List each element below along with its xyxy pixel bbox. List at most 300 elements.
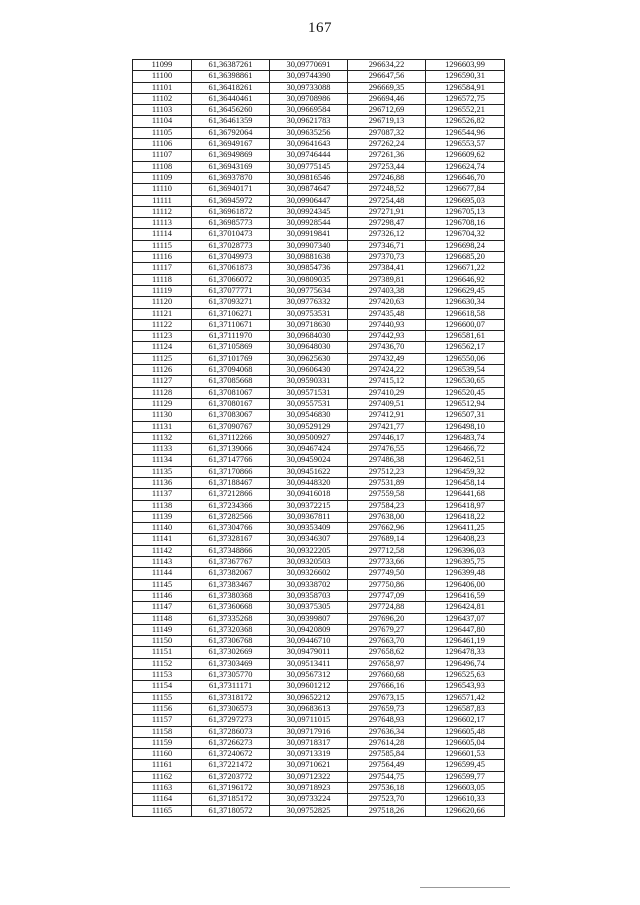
x-coordinate-cell: 297749,50 xyxy=(348,568,426,579)
latitude-cell: 61,36937870 xyxy=(192,172,270,183)
point-number-cell: 11130 xyxy=(133,410,192,421)
latitude-cell: 61,37328167 xyxy=(192,534,270,545)
longitude-cell: 30,09513411 xyxy=(270,658,348,669)
longitude-cell: 30,09459024 xyxy=(270,455,348,466)
y-coordinate-cell: 1296424,81 xyxy=(426,602,505,613)
x-coordinate-cell: 297409,51 xyxy=(348,398,426,409)
latitude-cell: 61,37085668 xyxy=(192,376,270,387)
longitude-cell: 30,09718923 xyxy=(270,783,348,794)
x-coordinate-cell: 297584,23 xyxy=(348,500,426,511)
x-coordinate-cell: 297564,49 xyxy=(348,760,426,771)
longitude-cell: 30,09770691 xyxy=(270,60,348,71)
latitude-cell: 61,36398861 xyxy=(192,71,270,82)
point-number-cell: 11127 xyxy=(133,376,192,387)
longitude-cell: 30,09606430 xyxy=(270,365,348,376)
latitude-cell: 61,37077771 xyxy=(192,285,270,296)
table-row xyxy=(133,737,505,748)
y-coordinate-cell: 1296544,96 xyxy=(426,127,505,138)
y-coordinate-cell: 1296618,58 xyxy=(426,308,505,319)
x-coordinate-cell: 297442,93 xyxy=(348,331,426,342)
point-number-cell: 11140 xyxy=(133,523,192,534)
x-coordinate-cell: 297087,32 xyxy=(348,127,426,138)
table-row xyxy=(133,670,505,681)
latitude-cell: 61,36940171 xyxy=(192,184,270,195)
point-number-cell: 11165 xyxy=(133,805,192,816)
table-row xyxy=(133,477,505,488)
x-coordinate-cell: 297432,49 xyxy=(348,353,426,364)
longitude-cell: 30,09710621 xyxy=(270,760,348,771)
point-number-cell: 11148 xyxy=(133,613,192,624)
y-coordinate-cell: 1296581,61 xyxy=(426,331,505,342)
x-coordinate-cell: 297679,27 xyxy=(348,624,426,635)
point-number-cell: 11116 xyxy=(133,252,192,263)
y-coordinate-cell: 1296396,03 xyxy=(426,545,505,556)
y-coordinate-cell: 1296685,20 xyxy=(426,252,505,263)
table-row xyxy=(133,444,505,455)
point-number-cell: 11128 xyxy=(133,387,192,398)
table-row xyxy=(133,297,505,308)
x-coordinate-cell: 297660,68 xyxy=(348,670,426,681)
y-coordinate-cell: 1296605,48 xyxy=(426,726,505,737)
point-number-cell: 11121 xyxy=(133,308,192,319)
point-number-cell: 11113 xyxy=(133,218,192,229)
latitude-cell: 61,37139066 xyxy=(192,444,270,455)
longitude-cell: 30,09874647 xyxy=(270,184,348,195)
y-coordinate-cell: 1296552,21 xyxy=(426,105,505,116)
latitude-cell: 61,37101769 xyxy=(192,353,270,364)
x-coordinate-cell: 297733,66 xyxy=(348,557,426,568)
longitude-cell: 30,09346307 xyxy=(270,534,348,545)
point-number-cell: 11149 xyxy=(133,624,192,635)
table-row xyxy=(133,342,505,353)
latitude-cell: 61,36461359 xyxy=(192,116,270,127)
point-number-cell: 11120 xyxy=(133,297,192,308)
y-coordinate-cell: 1296599,77 xyxy=(426,771,505,782)
x-coordinate-cell: 297476,55 xyxy=(348,444,426,455)
longitude-cell: 30,09601212 xyxy=(270,681,348,692)
latitude-cell: 61,37061873 xyxy=(192,263,270,274)
x-coordinate-cell: 297248,52 xyxy=(348,184,426,195)
x-coordinate-cell: 297440,93 xyxy=(348,319,426,330)
y-coordinate-cell: 1296530,65 xyxy=(426,376,505,387)
x-coordinate-cell: 297666,16 xyxy=(348,681,426,692)
table-row xyxy=(133,285,505,296)
x-coordinate-cell: 297435,48 xyxy=(348,308,426,319)
y-coordinate-cell: 1296478,33 xyxy=(426,647,505,658)
x-coordinate-cell: 297370,73 xyxy=(348,252,426,263)
point-number-cell: 11118 xyxy=(133,274,192,285)
y-coordinate-cell: 1296704,32 xyxy=(426,229,505,240)
latitude-cell: 61,37106271 xyxy=(192,308,270,319)
table-row xyxy=(133,331,505,342)
table-row xyxy=(133,692,505,703)
latitude-cell: 61,37335268 xyxy=(192,613,270,624)
latitude-cell: 61,37110671 xyxy=(192,319,270,330)
table-row xyxy=(133,647,505,658)
y-coordinate-cell: 1296496,74 xyxy=(426,658,505,669)
table-row xyxy=(133,184,505,195)
point-number-cell: 11135 xyxy=(133,466,192,477)
point-number-cell: 11099 xyxy=(133,60,192,71)
y-coordinate-cell: 1296520,45 xyxy=(426,387,505,398)
table-row xyxy=(133,71,505,82)
point-number-cell: 11129 xyxy=(133,398,192,409)
point-number-cell: 11126 xyxy=(133,365,192,376)
y-coordinate-cell: 1296600,07 xyxy=(426,319,505,330)
latitude-cell: 61,37297273 xyxy=(192,715,270,726)
y-coordinate-cell: 1296441,68 xyxy=(426,489,505,500)
point-number-cell: 11110 xyxy=(133,184,192,195)
x-coordinate-cell: 297536,18 xyxy=(348,783,426,794)
latitude-cell: 61,37304766 xyxy=(192,523,270,534)
table-row xyxy=(133,82,505,93)
longitude-cell: 30,09733088 xyxy=(270,82,348,93)
y-coordinate-cell: 1296418,97 xyxy=(426,500,505,511)
table-row xyxy=(133,760,505,771)
point-number-cell: 11147 xyxy=(133,602,192,613)
table-row xyxy=(133,150,505,161)
table-row xyxy=(133,579,505,590)
x-coordinate-cell: 297712,58 xyxy=(348,545,426,556)
latitude-cell: 61,37380368 xyxy=(192,590,270,601)
table-row xyxy=(133,432,505,443)
x-coordinate-cell: 297298,47 xyxy=(348,218,426,229)
table-row xyxy=(133,127,505,138)
longitude-cell: 30,09420809 xyxy=(270,624,348,635)
y-coordinate-cell: 1296416,59 xyxy=(426,590,505,601)
point-number-cell: 11153 xyxy=(133,670,192,681)
longitude-cell: 30,09322205 xyxy=(270,545,348,556)
latitude-cell: 61,37111970 xyxy=(192,331,270,342)
y-coordinate-cell: 1296539,54 xyxy=(426,365,505,376)
table-row xyxy=(133,319,505,330)
point-number-cell: 11160 xyxy=(133,749,192,760)
x-coordinate-cell: 297486,38 xyxy=(348,455,426,466)
latitude-cell: 61,37306768 xyxy=(192,636,270,647)
longitude-cell: 30,09854736 xyxy=(270,263,348,274)
longitude-cell: 30,09641643 xyxy=(270,139,348,150)
table-row xyxy=(133,624,505,635)
y-coordinate-cell: 1296418,22 xyxy=(426,511,505,522)
y-coordinate-cell: 1296395,75 xyxy=(426,557,505,568)
latitude-cell: 61,36792064 xyxy=(192,127,270,138)
table-row xyxy=(133,511,505,522)
latitude-cell: 61,37105869 xyxy=(192,342,270,353)
x-coordinate-cell: 297658,97 xyxy=(348,658,426,669)
point-number-cell: 11109 xyxy=(133,172,192,183)
x-coordinate-cell: 297659,73 xyxy=(348,703,426,714)
table-row xyxy=(133,489,505,500)
y-coordinate-cell: 1296553,57 xyxy=(426,139,505,150)
table-row xyxy=(133,105,505,116)
longitude-cell: 30,09367811 xyxy=(270,511,348,522)
table-row xyxy=(133,557,505,568)
longitude-cell: 30,09621783 xyxy=(270,116,348,127)
latitude-cell: 61,37286073 xyxy=(192,726,270,737)
table-row xyxy=(133,206,505,217)
longitude-cell: 30,09718630 xyxy=(270,319,348,330)
point-number-cell: 11143 xyxy=(133,557,192,568)
latitude-cell: 61,37049973 xyxy=(192,252,270,263)
point-number-cell: 11144 xyxy=(133,568,192,579)
latitude-cell: 61,37305770 xyxy=(192,670,270,681)
table-row xyxy=(133,534,505,545)
table-row xyxy=(133,93,505,104)
table-row xyxy=(133,602,505,613)
table-row xyxy=(133,263,505,274)
y-coordinate-cell: 1296602,17 xyxy=(426,715,505,726)
longitude-cell: 30,09733224 xyxy=(270,794,348,805)
longitude-cell: 30,09752825 xyxy=(270,805,348,816)
longitude-cell: 30,09717916 xyxy=(270,726,348,737)
x-coordinate-cell: 297559,58 xyxy=(348,489,426,500)
longitude-cell: 30,09529129 xyxy=(270,421,348,432)
point-number-cell: 11163 xyxy=(133,783,192,794)
footer-rule xyxy=(420,887,510,888)
x-coordinate-cell: 296669,35 xyxy=(348,82,426,93)
x-coordinate-cell: 297420,63 xyxy=(348,297,426,308)
longitude-cell: 30,09451622 xyxy=(270,466,348,477)
table-row xyxy=(133,240,505,251)
latitude-cell: 61,36961872 xyxy=(192,206,270,217)
y-coordinate-cell: 1296610,33 xyxy=(426,794,505,805)
x-coordinate-cell: 297261,36 xyxy=(348,150,426,161)
longitude-cell: 30,09881638 xyxy=(270,252,348,263)
y-coordinate-cell: 1296646,92 xyxy=(426,274,505,285)
point-number-cell: 11106 xyxy=(133,139,192,150)
point-number-cell: 11103 xyxy=(133,105,192,116)
latitude-cell: 61,37318172 xyxy=(192,692,270,703)
table-row xyxy=(133,681,505,692)
y-coordinate-cell: 1296571,42 xyxy=(426,692,505,703)
table-row xyxy=(133,218,505,229)
x-coordinate-cell: 296647,56 xyxy=(348,71,426,82)
longitude-cell: 30,09546830 xyxy=(270,410,348,421)
y-coordinate-cell: 1296525,63 xyxy=(426,670,505,681)
y-coordinate-cell: 1296603,99 xyxy=(426,60,505,71)
longitude-cell: 30,09557531 xyxy=(270,398,348,409)
latitude-cell: 61,37306573 xyxy=(192,703,270,714)
latitude-cell: 61,37093271 xyxy=(192,297,270,308)
table-row xyxy=(133,636,505,647)
point-number-cell: 11104 xyxy=(133,116,192,127)
longitude-cell: 30,09479011 xyxy=(270,647,348,658)
latitude-cell: 61,37360668 xyxy=(192,602,270,613)
y-coordinate-cell: 1296447,80 xyxy=(426,624,505,635)
point-number-cell: 11111 xyxy=(133,195,192,206)
table-row xyxy=(133,252,505,263)
longitude-cell: 30,09683613 xyxy=(270,703,348,714)
y-coordinate-cell: 1296605,04 xyxy=(426,737,505,748)
longitude-cell: 30,09746444 xyxy=(270,150,348,161)
y-coordinate-cell: 1296399,48 xyxy=(426,568,505,579)
longitude-cell: 30,09712322 xyxy=(270,771,348,782)
x-coordinate-cell: 297346,71 xyxy=(348,240,426,251)
latitude-cell: 61,37147766 xyxy=(192,455,270,466)
x-coordinate-cell: 296634,22 xyxy=(348,60,426,71)
y-coordinate-cell: 1296695,03 xyxy=(426,195,505,206)
latitude-cell: 61,36418261 xyxy=(192,82,270,93)
latitude-cell: 61,37028773 xyxy=(192,240,270,251)
table-row xyxy=(133,376,505,387)
point-number-cell: 11131 xyxy=(133,421,192,432)
table-row xyxy=(133,229,505,240)
table-row xyxy=(133,703,505,714)
table-row xyxy=(133,545,505,556)
x-coordinate-cell: 297415,12 xyxy=(348,376,426,387)
longitude-cell: 30,09635256 xyxy=(270,127,348,138)
x-coordinate-cell: 296694,46 xyxy=(348,93,426,104)
latitude-cell: 61,36949869 xyxy=(192,150,270,161)
point-number-cell: 11146 xyxy=(133,590,192,601)
longitude-cell: 30,09919841 xyxy=(270,229,348,240)
latitude-cell: 61,36945972 xyxy=(192,195,270,206)
latitude-cell: 61,37203772 xyxy=(192,771,270,782)
longitude-cell: 30,09567312 xyxy=(270,670,348,681)
latitude-cell: 61,37180572 xyxy=(192,805,270,816)
longitude-cell: 30,09399807 xyxy=(270,613,348,624)
point-number-cell: 11156 xyxy=(133,703,192,714)
longitude-cell: 30,09718317 xyxy=(270,737,348,748)
y-coordinate-cell: 1296698,24 xyxy=(426,240,505,251)
longitude-cell: 30,09906447 xyxy=(270,195,348,206)
x-coordinate-cell: 297544,75 xyxy=(348,771,426,782)
table-row xyxy=(133,500,505,511)
x-coordinate-cell: 297254,48 xyxy=(348,195,426,206)
table-row xyxy=(133,274,505,285)
latitude-cell: 61,37282566 xyxy=(192,511,270,522)
point-number-cell: 11124 xyxy=(133,342,192,353)
x-coordinate-cell: 297747,09 xyxy=(348,590,426,601)
y-coordinate-cell: 1296550,06 xyxy=(426,353,505,364)
y-coordinate-cell: 1296458,14 xyxy=(426,477,505,488)
x-coordinate-cell: 296719,13 xyxy=(348,116,426,127)
point-number-cell: 11134 xyxy=(133,455,192,466)
longitude-cell: 30,09320503 xyxy=(270,557,348,568)
table-row xyxy=(133,410,505,421)
longitude-cell: 30,09571531 xyxy=(270,387,348,398)
x-coordinate-cell: 297724,88 xyxy=(348,602,426,613)
longitude-cell: 30,09816546 xyxy=(270,172,348,183)
longitude-cell: 30,09775634 xyxy=(270,285,348,296)
longitude-cell: 30,09669584 xyxy=(270,105,348,116)
point-number-cell: 11141 xyxy=(133,534,192,545)
point-number-cell: 11105 xyxy=(133,127,192,138)
table-row xyxy=(133,172,505,183)
latitude-cell: 61,37196172 xyxy=(192,783,270,794)
y-coordinate-cell: 1296677,84 xyxy=(426,184,505,195)
point-number-cell: 11154 xyxy=(133,681,192,692)
table-row xyxy=(133,590,505,601)
latitude-cell: 61,37080167 xyxy=(192,398,270,409)
latitude-cell: 61,37311171 xyxy=(192,681,270,692)
table-row xyxy=(133,308,505,319)
latitude-cell: 61,37382067 xyxy=(192,568,270,579)
y-coordinate-cell: 1296630,34 xyxy=(426,297,505,308)
latitude-cell: 61,37320368 xyxy=(192,624,270,635)
table-row xyxy=(133,365,505,376)
y-coordinate-cell: 1296609,62 xyxy=(426,150,505,161)
longitude-cell: 30,09652212 xyxy=(270,692,348,703)
x-coordinate-cell: 297421,77 xyxy=(348,421,426,432)
y-coordinate-cell: 1296526,82 xyxy=(426,116,505,127)
y-coordinate-cell: 1296590,31 xyxy=(426,71,505,82)
x-coordinate-cell: 297403,38 xyxy=(348,285,426,296)
point-number-cell: 11114 xyxy=(133,229,192,240)
point-number-cell: 11132 xyxy=(133,432,192,443)
table-row xyxy=(133,161,505,172)
table-row xyxy=(133,568,505,579)
x-coordinate-cell: 297271,91 xyxy=(348,206,426,217)
point-number-cell: 11117 xyxy=(133,263,192,274)
x-coordinate-cell: 297750,86 xyxy=(348,579,426,590)
longitude-cell: 30,09713319 xyxy=(270,749,348,760)
latitude-cell: 61,37090767 xyxy=(192,421,270,432)
x-coordinate-cell: 297663,70 xyxy=(348,636,426,647)
point-number-cell: 11102 xyxy=(133,93,192,104)
y-coordinate-cell: 1296599,45 xyxy=(426,760,505,771)
longitude-cell: 30,09711015 xyxy=(270,715,348,726)
longitude-cell: 30,09928544 xyxy=(270,218,348,229)
longitude-cell: 30,09372215 xyxy=(270,500,348,511)
longitude-cell: 30,09375305 xyxy=(270,602,348,613)
longitude-cell: 30,09467424 xyxy=(270,444,348,455)
point-number-cell: 11123 xyxy=(133,331,192,342)
table-row xyxy=(133,139,505,150)
x-coordinate-cell: 297384,41 xyxy=(348,263,426,274)
longitude-cell: 30,09708986 xyxy=(270,93,348,104)
point-number-cell: 11152 xyxy=(133,658,192,669)
point-number-cell: 11162 xyxy=(133,771,192,782)
y-coordinate-cell: 1296461,19 xyxy=(426,636,505,647)
point-number-cell: 11157 xyxy=(133,715,192,726)
y-coordinate-cell: 1296671,22 xyxy=(426,263,505,274)
table-row xyxy=(133,455,505,466)
table-row xyxy=(133,60,505,71)
latitude-cell: 61,37010473 xyxy=(192,229,270,240)
y-coordinate-cell: 1296462,51 xyxy=(426,455,505,466)
point-number-cell: 11142 xyxy=(133,545,192,556)
x-coordinate-cell: 297531,89 xyxy=(348,477,426,488)
y-coordinate-cell: 1296543,93 xyxy=(426,681,505,692)
x-coordinate-cell: 297410,29 xyxy=(348,387,426,398)
longitude-cell: 30,09416018 xyxy=(270,489,348,500)
point-number-cell: 11115 xyxy=(133,240,192,251)
y-coordinate-cell: 1296601,53 xyxy=(426,749,505,760)
x-coordinate-cell: 297412,91 xyxy=(348,410,426,421)
latitude-cell: 61,37094068 xyxy=(192,365,270,376)
y-coordinate-cell: 1296620,66 xyxy=(426,805,505,816)
table-row xyxy=(133,421,505,432)
y-coordinate-cell: 1296466,72 xyxy=(426,444,505,455)
x-coordinate-cell: 297389,81 xyxy=(348,274,426,285)
table-row xyxy=(133,805,505,816)
longitude-cell: 30,09625630 xyxy=(270,353,348,364)
y-coordinate-cell: 1296437,07 xyxy=(426,613,505,624)
longitude-cell: 30,09448320 xyxy=(270,477,348,488)
point-number-cell: 11112 xyxy=(133,206,192,217)
x-coordinate-cell: 297246,88 xyxy=(348,172,426,183)
x-coordinate-cell: 297662,96 xyxy=(348,523,426,534)
table-row xyxy=(133,195,505,206)
y-coordinate-cell: 1296603,05 xyxy=(426,783,505,794)
coordinates-table-body xyxy=(133,60,505,817)
x-coordinate-cell: 297636,34 xyxy=(348,726,426,737)
point-number-cell: 11161 xyxy=(133,760,192,771)
x-coordinate-cell: 297512,23 xyxy=(348,466,426,477)
latitude-cell: 61,36440461 xyxy=(192,93,270,104)
table-row xyxy=(133,726,505,737)
